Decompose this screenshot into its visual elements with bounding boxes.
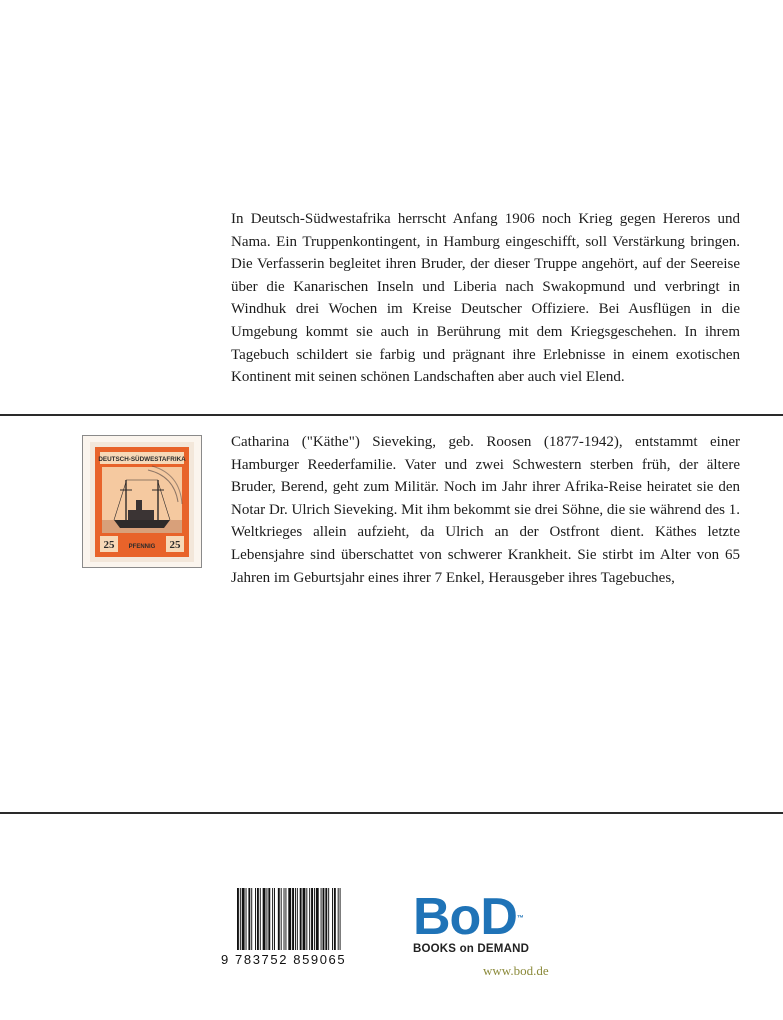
divider-bottom bbox=[0, 812, 783, 814]
publisher-url[interactable]: www.bod.de bbox=[483, 963, 549, 978]
isbn-number: 9 783752 859065 bbox=[221, 952, 347, 967]
logo-wordmark: BoD bbox=[413, 888, 517, 946]
stamp-illustration bbox=[88, 440, 196, 564]
stamp-value-right: 25 bbox=[169, 539, 181, 551]
barcode-bars bbox=[237, 888, 377, 950]
divider-top bbox=[0, 414, 783, 416]
back-cover-blurb: In Deutsch-Südwestafrika herrscht Anfang 1906 noch Krieg gegen Hereros und Nama. Ein Truppenkontingent, in Hamburg eingeschifft, soll Verstärkung bringen. Die Verfasserin begleitet ihren Bruder, der dieser Truppe angehört, auf der Seereise über die Kanarischen Inseln und Liberia nach Swakopmund und verbringt in Windhuk drei Wochen im Kreise Deutscher Offiziere. Bei Ausflügen in die Umgebung kommt sie auch in Berührung mit dem Kriegsgeschehen. In ihrem Tagebuch schildert sie farbig und prägnant ihre Erlebnisse in einem exotischen Kontinent mit seinen schönen Landschaften aber auch viel Elend. bbox=[231, 211, 740, 386]
stamp-image bbox=[82, 435, 202, 568]
stamp-bottom-text: PFENNIG bbox=[128, 544, 156, 550]
trademark-symbol: ™ bbox=[516, 915, 523, 922]
author-bio: Catharina ("Käthe") Sieveking, geb. Roosen (1877-1942), entstammt einer Hamburger Reederfamilie. Vater und zwei Schwestern sterben früh, der ältere Bruder, Berend, geht zum Militär. Noch im Jahr ihrer Afrika-Reise heiratet sie den Notar Dr. Ulrich Sieveking. Mit ihm bekommt sie drei Söhne, die sie während des 1. Weltkrieges allein aufzieht, da Ulrich an der Ostfront dient. Käthes letzte Lebensjahre sind überschattet von schwerer Krankheit. Sie stirbt im Alter von 65 Jahren im Geburtsjahr eines ihrer 7 Enkel, Herausgeber ihres Tagebuches, bbox=[231, 434, 740, 586]
stamp-value-left: 25 bbox=[103, 539, 115, 551]
logo-tagline: BOOKS on DEMAND bbox=[413, 943, 530, 955]
publisher-logo bbox=[413, 888, 553, 963]
stamp-top-text: DEUTSCH-SÜDWESTAFRIKA bbox=[98, 456, 186, 463]
isbn-barcode bbox=[221, 888, 377, 970]
